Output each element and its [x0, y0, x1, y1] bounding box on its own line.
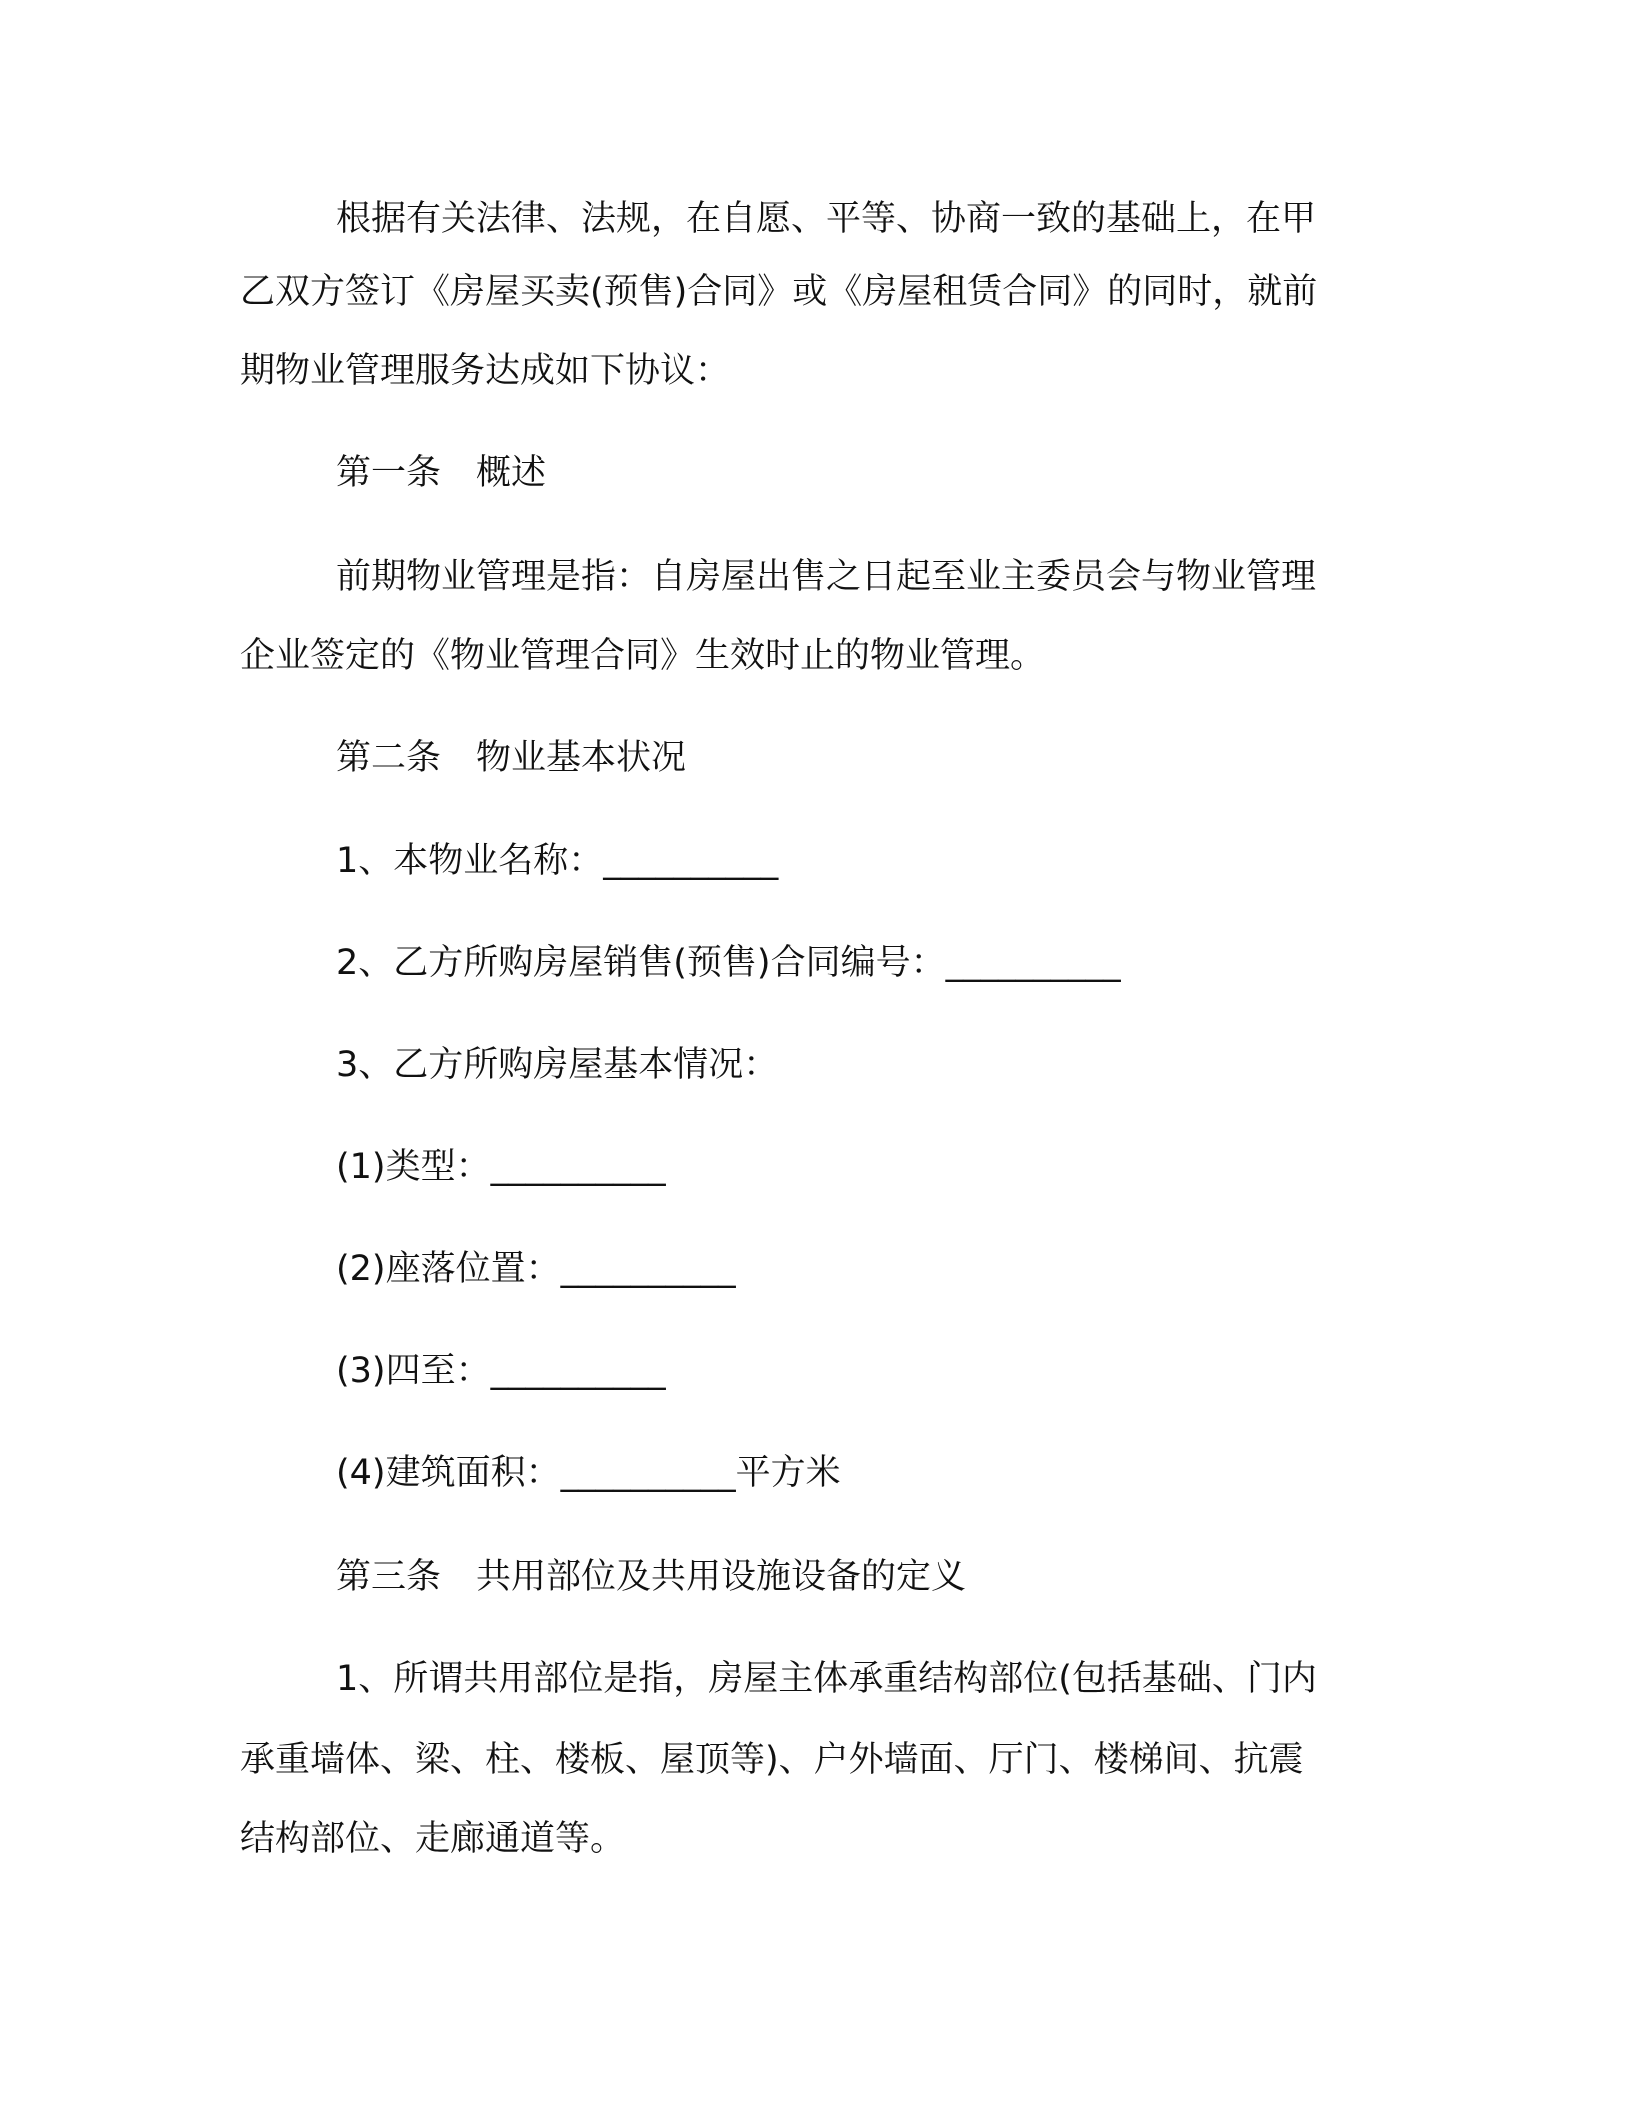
article-2-heading: 第二条 物业基本状况 [336, 738, 687, 778]
article-2-item-2: 2、乙方所购房屋销售(预售)合同编号：__________ [336, 943, 1121, 983]
article-3-heading: 第三条 共用部位及共用设施设备的定义 [336, 1557, 967, 1597]
intro-line-3: 期物业管理服务达成如下协议： [240, 351, 731, 391]
intro-line-1: 根据有关法律、法规，在自愿、平等、协商一致的基础上，在甲 [336, 199, 1317, 239]
intro-line-2: 乙双方签订《房屋买卖(预售)合同》或《房屋租赁合同》的同时，就前 [240, 272, 1318, 312]
article-2-sub-4: (4)建筑面积：__________平方米 [336, 1453, 841, 1493]
article-3-line-1: 1、所谓共用部位是指，房屋主体承重结构部位(包括基础、门内 [336, 1659, 1317, 1699]
article-1-heading: 第一条 概述 [336, 453, 547, 493]
article-2-sub-2: (2)座落位置：__________ [336, 1249, 736, 1289]
article-1-line-2: 企业签定的《物业管理合同》生效时止的物业管理。 [240, 636, 1046, 676]
article-2-sub-3: (3)四至：__________ [336, 1351, 666, 1391]
article-1-line-1: 前期物业管理是指：自房屋出售之日起至业主委员会与物业管理 [336, 557, 1317, 597]
article-3-line-3: 结构部位、走廊通道等。 [240, 1819, 626, 1859]
article-2-item-3: 3、乙方所购房屋基本情况： [336, 1045, 779, 1085]
article-2-item-1: 1、本物业名称：__________ [336, 841, 779, 881]
article-3-line-2: 承重墙体、梁、柱、楼板、屋顶等)、户外墙面、厅门、楼梯间、抗震 [240, 1740, 1304, 1780]
article-2-sub-1: (1)类型：__________ [336, 1147, 666, 1187]
